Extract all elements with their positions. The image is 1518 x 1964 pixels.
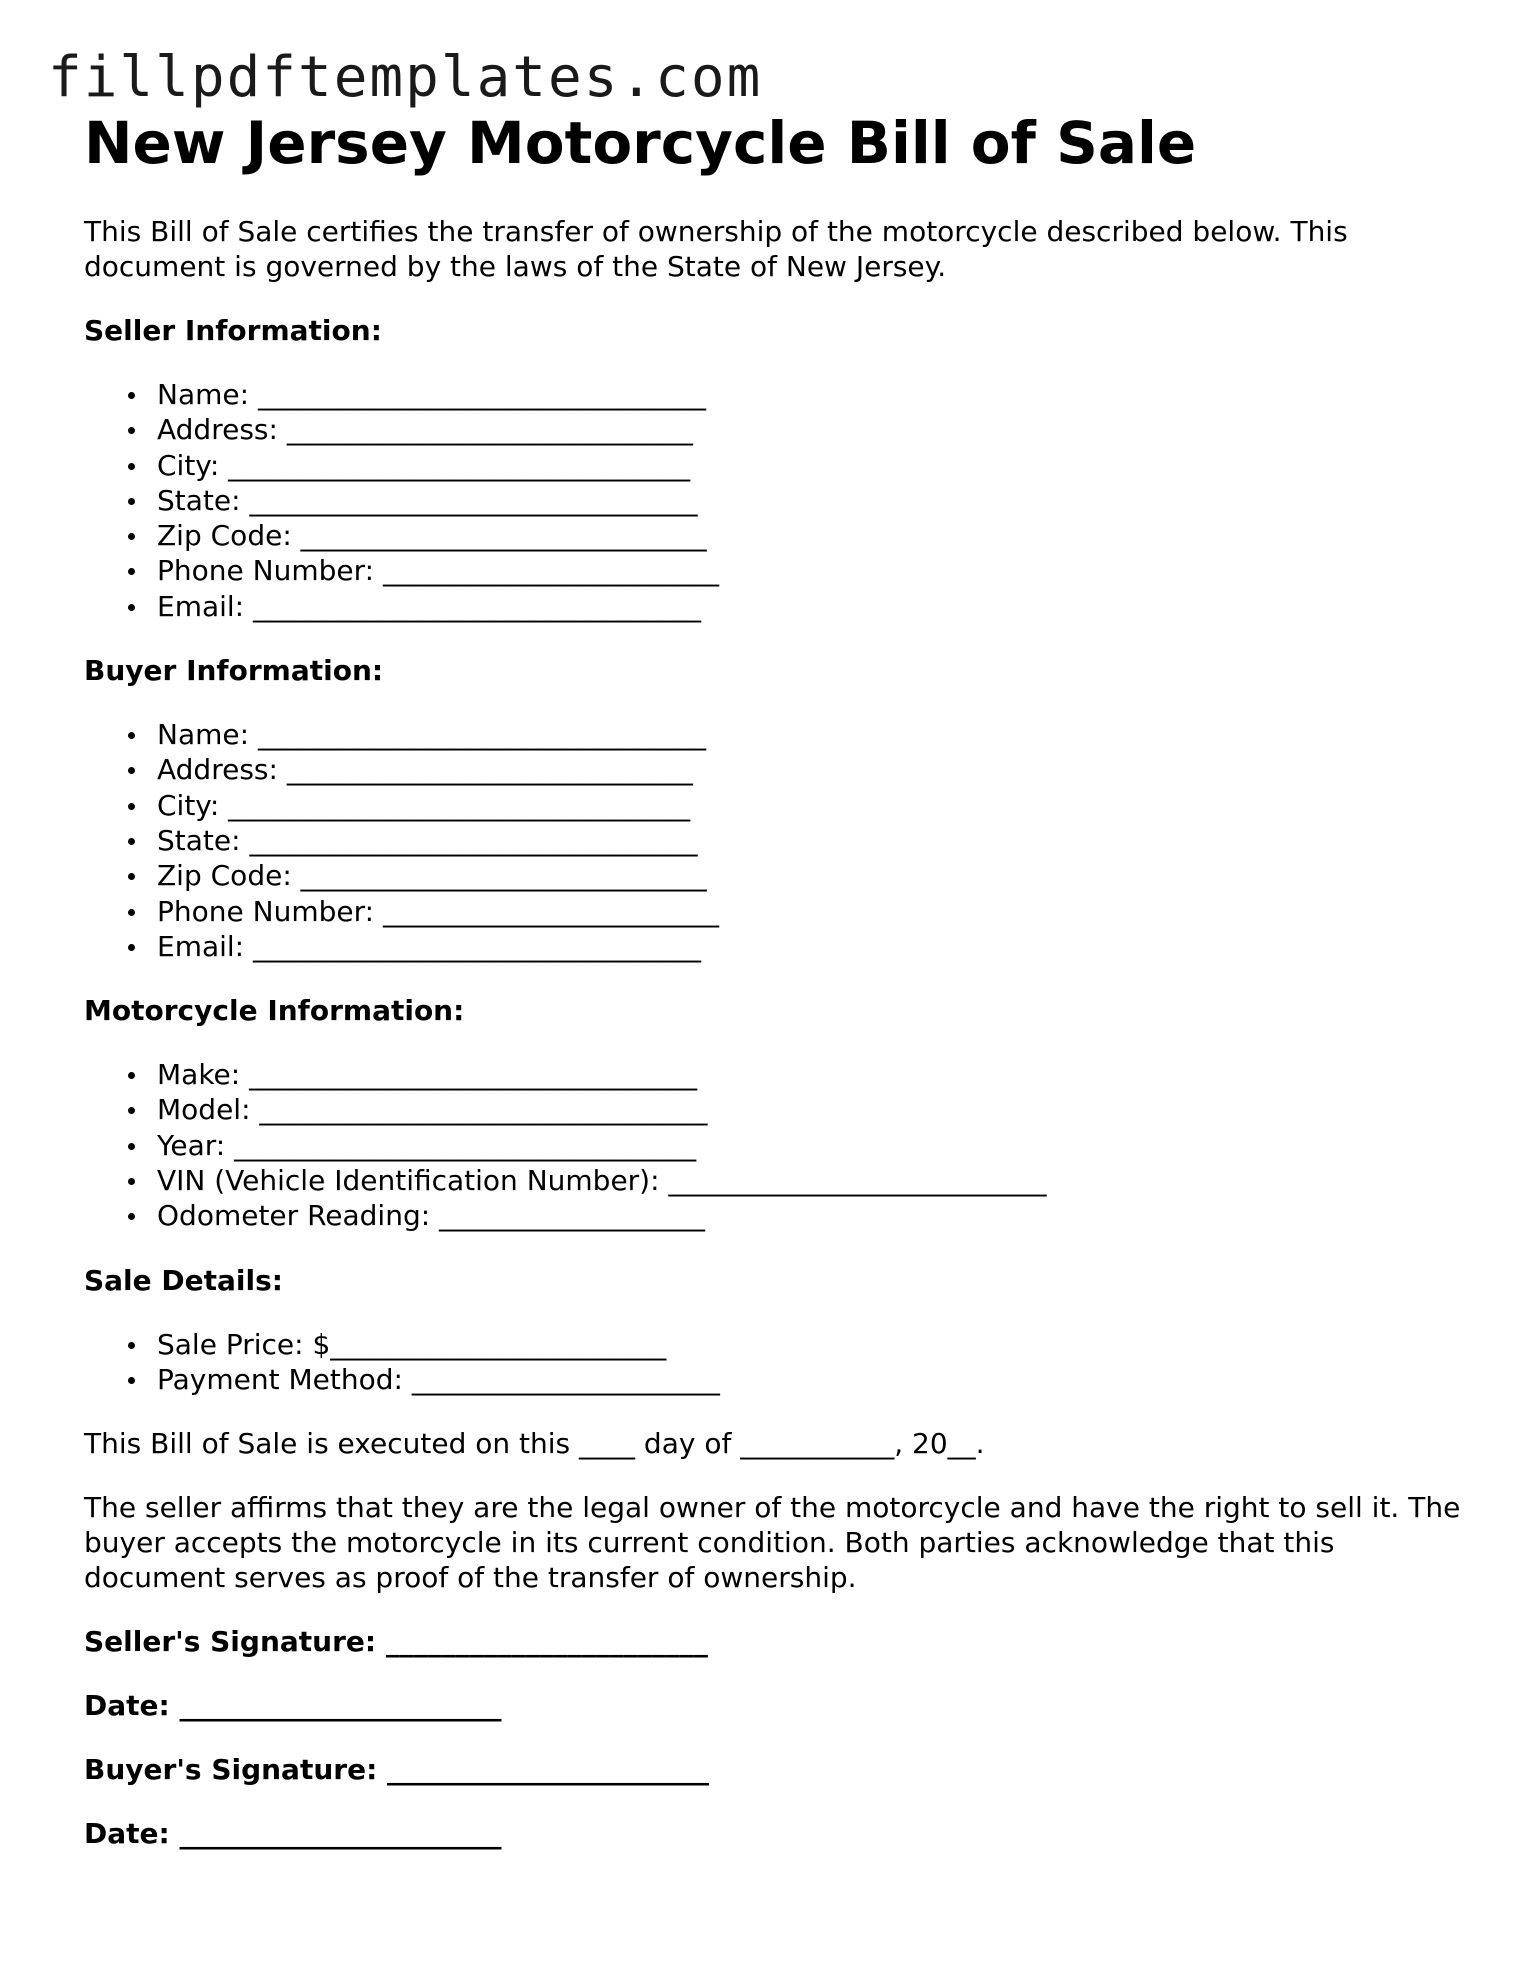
seller-zip-field[interactable]: Zip Code: _____________________________ <box>157 518 1464 553</box>
sale-price-field[interactable]: Sale Price: $________________________ <box>157 1327 1464 1362</box>
execution-date-line[interactable]: This Bill of Sale is executed on this ____ day of ___________, 20__. <box>84 1427 985 1461</box>
affirmation-paragraph: The seller affirms that they are the legal owner of the motorcycle and have the right to sell it. The buyer accepts the motorcycle in its current condition. Both parties acknowledge that this document serves as proof of the transfer of ownership. <box>84 1491 1461 1595</box>
sale-heading: Sale Details: <box>84 1263 283 1297</box>
buyer-list <box>84 717 1464 964</box>
seller-list <box>84 377 1464 624</box>
sale-list <box>84 1327 1464 1398</box>
seller-state-field[interactable]: State: ________________________________ <box>157 483 1464 518</box>
seller-email-field[interactable]: Email: ________________________________ <box>157 589 1464 624</box>
buyer-phone-field[interactable]: Phone Number: ________________________ <box>157 894 1464 929</box>
motorcycle-list <box>84 1057 1464 1233</box>
buyer-date-line[interactable]: Date: _______________________ <box>84 1817 502 1851</box>
buyer-email-field[interactable]: Email: ________________________________ <box>157 929 1464 964</box>
model-field[interactable]: Model: ________________________________ <box>157 1092 1464 1127</box>
payment-method-field[interactable]: Payment Method: ______________________ <box>157 1362 1464 1397</box>
seller-heading: Seller Information: <box>84 314 382 347</box>
buyer-state-field[interactable]: State: ________________________________ <box>157 823 1464 858</box>
buyer-signature-line[interactable]: Buyer's Signature: _______________________ <box>84 1753 710 1787</box>
year-field[interactable]: Year: _________________________________ <box>157 1128 1464 1163</box>
buyer-address-field[interactable]: Address: _____________________________ <box>157 752 1464 787</box>
document <box>84 108 1464 1851</box>
vin-field[interactable]: VIN (Vehicle Identification Number): ___________________________ <box>157 1163 1464 1198</box>
seller-date-line[interactable]: Date: _______________________ <box>84 1689 502 1723</box>
seller-phone-field[interactable]: Phone Number: ________________________ <box>157 553 1464 588</box>
buyer-heading: Buyer Information: <box>84 654 384 688</box>
odometer-field[interactable]: Odometer Reading: ___________________ <box>157 1198 1464 1233</box>
buyer-city-field[interactable]: City: _________________________________ <box>157 788 1464 823</box>
seller-signature-line[interactable]: Seller's Signature: _______________________ <box>84 1625 708 1659</box>
motorcycle-heading: Motorcycle Information: <box>84 994 465 1028</box>
seller-name-field[interactable]: Name: ________________________________ <box>157 377 1464 412</box>
make-field[interactable]: Make: ________________________________ <box>157 1057 1464 1092</box>
watermark: fillpdftemplates.com <box>48 45 763 110</box>
seller-address-field[interactable]: Address: _____________________________ <box>157 412 1464 447</box>
intro-paragraph: This Bill of Sale certifies the transfer of ownership of the motorcycle described below. This document is governed by the laws of the State of New Jersey. <box>84 215 1348 283</box>
buyer-zip-field[interactable]: Zip Code: _____________________________ <box>157 858 1464 893</box>
page-title: New Jersey Motorcycle Bill of Sale <box>84 109 1197 177</box>
seller-city-field[interactable]: City: _________________________________ <box>157 448 1464 483</box>
buyer-name-field[interactable]: Name: ________________________________ <box>157 717 1464 752</box>
